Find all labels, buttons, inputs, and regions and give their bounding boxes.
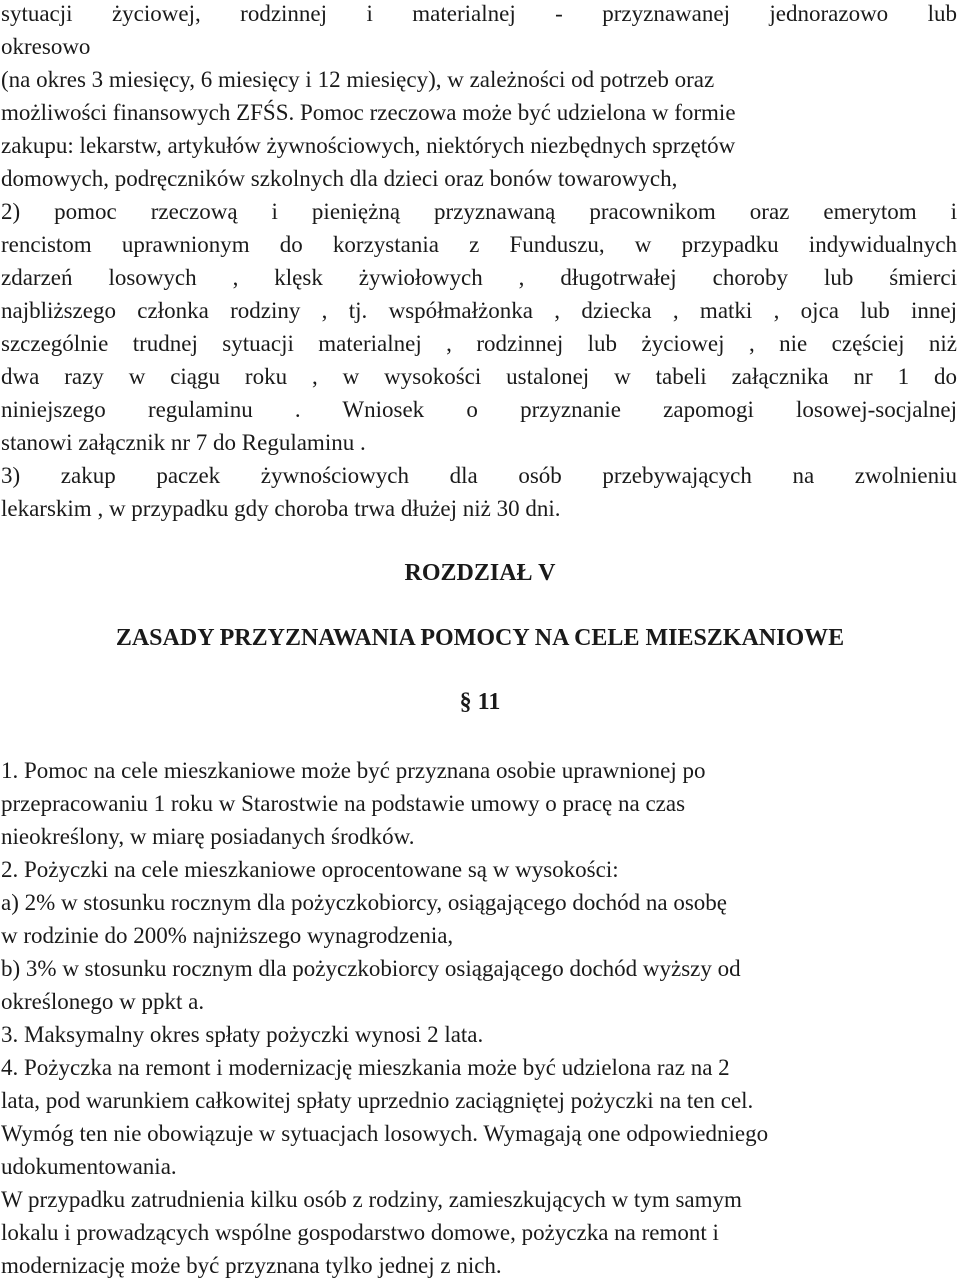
text-line: przepracowaniu 1 roku w Starostwie na podstawie umowy o pracę na czas bbox=[1, 791, 686, 816]
text-line: okresowo bbox=[1, 34, 91, 59]
text-line: zakupu: lekarstw, artykułów żywnościowych, niektórych niezbędnych sprzętów bbox=[1, 133, 736, 158]
chapter-title: ROZDZIAŁ V bbox=[404, 560, 556, 586]
text-line: 4. Pożyczka na remont i modernizację mieszkania może być udzielona raz na 2 bbox=[1, 1055, 730, 1080]
text-line: w rodzinie do 200% najniższego wynagrodzenia, bbox=[1, 923, 454, 948]
paragraph-mark: § 11 bbox=[459, 689, 501, 715]
text-line: a) 2% w stosunku rocznym dla pożyczkobiorcy, osiągającego dochód na osobę bbox=[1, 890, 727, 915]
text-line: możliwości finansowych ZFŚS. Pomoc rzeczowa może być udzielona w formie bbox=[1, 100, 736, 125]
text-line: najbliższego członka rodziny , tj. współmałżonka , dziecka , matki , ojca lub innej bbox=[1, 298, 957, 323]
text-line: określonego w ppkt a. bbox=[1, 989, 205, 1014]
text-line: niniejszego regulaminu . Wniosek o przyznanie zapomogi losowej-socjalnej bbox=[1, 397, 957, 422]
text-line: stanowi załącznik nr 7 do Regulaminu . bbox=[1, 430, 366, 455]
text-line: 3) zakup paczek żywnościowych dla osób przebywających na zwolnieniu bbox=[1, 463, 957, 488]
text-line: rencistom uprawnionym do korzystania z Funduszu, w przypadku indywidualnych bbox=[1, 232, 957, 257]
text-line: udokumentowania. bbox=[1, 1154, 177, 1179]
chapter-subtitle: ZASADY PRZYZNAWANIA POMOCY NA CELE MIESZKANIOWE bbox=[115, 625, 845, 651]
text-line: domowych, podręczników szkolnych dla dzieci oraz bonów towarowych, bbox=[1, 166, 678, 191]
text-line: szczególnie trudnej sytuacji materialnej , rodzinnej lub życiowej , nie częściej niż bbox=[1, 331, 957, 356]
text-line: 2) pomoc rzeczową i pieniężną przyznawaną pracownikom oraz emerytom i bbox=[1, 199, 957, 224]
text-line: sytuacji życiowej, rodzinnej i materialnej - przyznawanej jednorazowo lub bbox=[1, 1, 957, 26]
text-line: (na okres 3 miesięcy, 6 miesięcy i 12 miesięcy), w zależności od potrzeb oraz bbox=[1, 67, 715, 92]
text-line: 3. Maksymalny okres spłaty pożyczki wynosi 2 lata. bbox=[1, 1022, 484, 1047]
text-line: dwa razy w ciągu roku , w wysokości ustalonej w tabeli załącznika nr 1 do bbox=[1, 364, 957, 389]
text-line: 2. Pożyczki na cele mieszkaniowe oprocentowane są w wysokości: bbox=[1, 857, 619, 882]
text-line: lekarskim , w przypadku gdy choroba trwa dłużej niż 30 dni. bbox=[1, 496, 561, 521]
text-line: zdarzeń losowych , klęsk żywiołowych , długotrwałej choroby lub śmierci bbox=[1, 265, 957, 290]
text-line: nieokreślony, w miarę posiadanych środków. bbox=[1, 824, 415, 849]
text-line: Wymóg ten nie obowiązuje w sytuacjach losowych. Wymagają one odpowiedniego bbox=[1, 1121, 769, 1146]
text-line: 1. Pomoc na cele mieszkaniowe może być przyznana osobie uprawnionej po bbox=[1, 758, 706, 783]
text-line: b) 3% w stosunku rocznym dla pożyczkobiorcy osiągającego dochód wyższy od bbox=[1, 956, 741, 981]
text-line: lata, pod warunkiem całkowitej spłaty uprzednio zaciągniętej pożyczki na ten cel. bbox=[1, 1088, 754, 1113]
text-line: lokalu i prowadzących wspólne gospodarstwo domowe, pożyczka na remont i bbox=[1, 1220, 719, 1245]
text-line: W przypadku zatrudnienia kilku osób z rodziny, zamieszkujących w tym samym bbox=[1, 1187, 742, 1212]
text-line: modernizację może być przyznana tylko jednej z nich. bbox=[1, 1253, 502, 1278]
